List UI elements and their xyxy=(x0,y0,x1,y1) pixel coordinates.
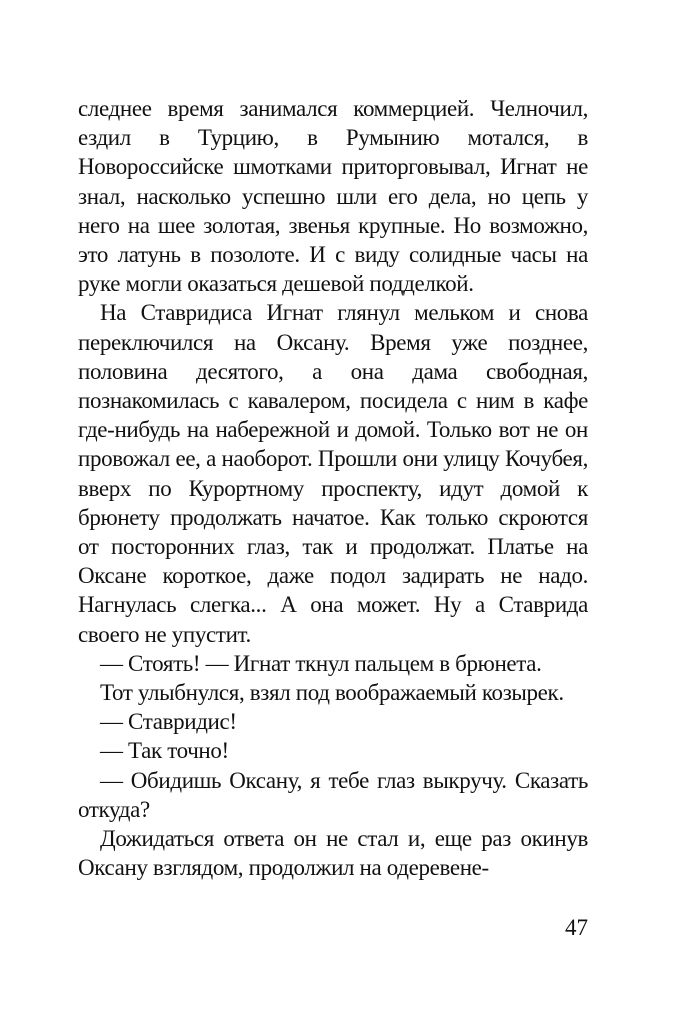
dialogue-line: — Стоять! — Игнат ткнул пальцем в брюнета. xyxy=(100,650,542,676)
paragraph: Тот улыбнулся, взял под воображаемый козырек. xyxy=(100,680,564,706)
paragraph: следнее время занимался коммерцией. Челночил, ездил в Турцию, в Румынию мотался, в Новороссийске шмотками приторговывал, Игнат не знал, насколько успешно шли его дела, но цепь у него на шее золотая, звенья крупные. Но возможно, это латунь в позолоте. И с виду солидные часы на руке могли оказаться дешевой подделкой. xyxy=(78,96,588,297)
paragraph: Дожидаться ответа он не стал и, еще раз окинув Оксану взглядом, продолжил на одеревене- xyxy=(78,826,588,881)
paragraph: На Ставридиса Игнат глянул мельком и снова переключился на Оксану. Время уже позднее, половина десятого, а она дама свободная, познакомилась с кавалером, посидела с ним в кафе где-нибудь на набережной и домой. Только вот не он провожал ее, а наоборот. Прошли они улицу Кочубея, вверх по Курортному проспекту, идут домой к брюнету продолжать начатое. Как только скроются от посторонних глаз, так и продолжат. Платье на Оксане короткое, даже подол задирать не надо. Нагнулась слегка... А она может. Ну а Ставрида своего не упустит. xyxy=(78,300,588,647)
dialogue-line: — Ставридис! xyxy=(100,709,237,735)
body-text xyxy=(78,94,588,882)
dialogue-line: — Так точно! xyxy=(100,738,229,764)
dialogue-line: — Обидишь Оксану, я тебе глаз выкручу. Сказать откуда? xyxy=(78,767,588,822)
page-number: 47 xyxy=(565,915,588,940)
